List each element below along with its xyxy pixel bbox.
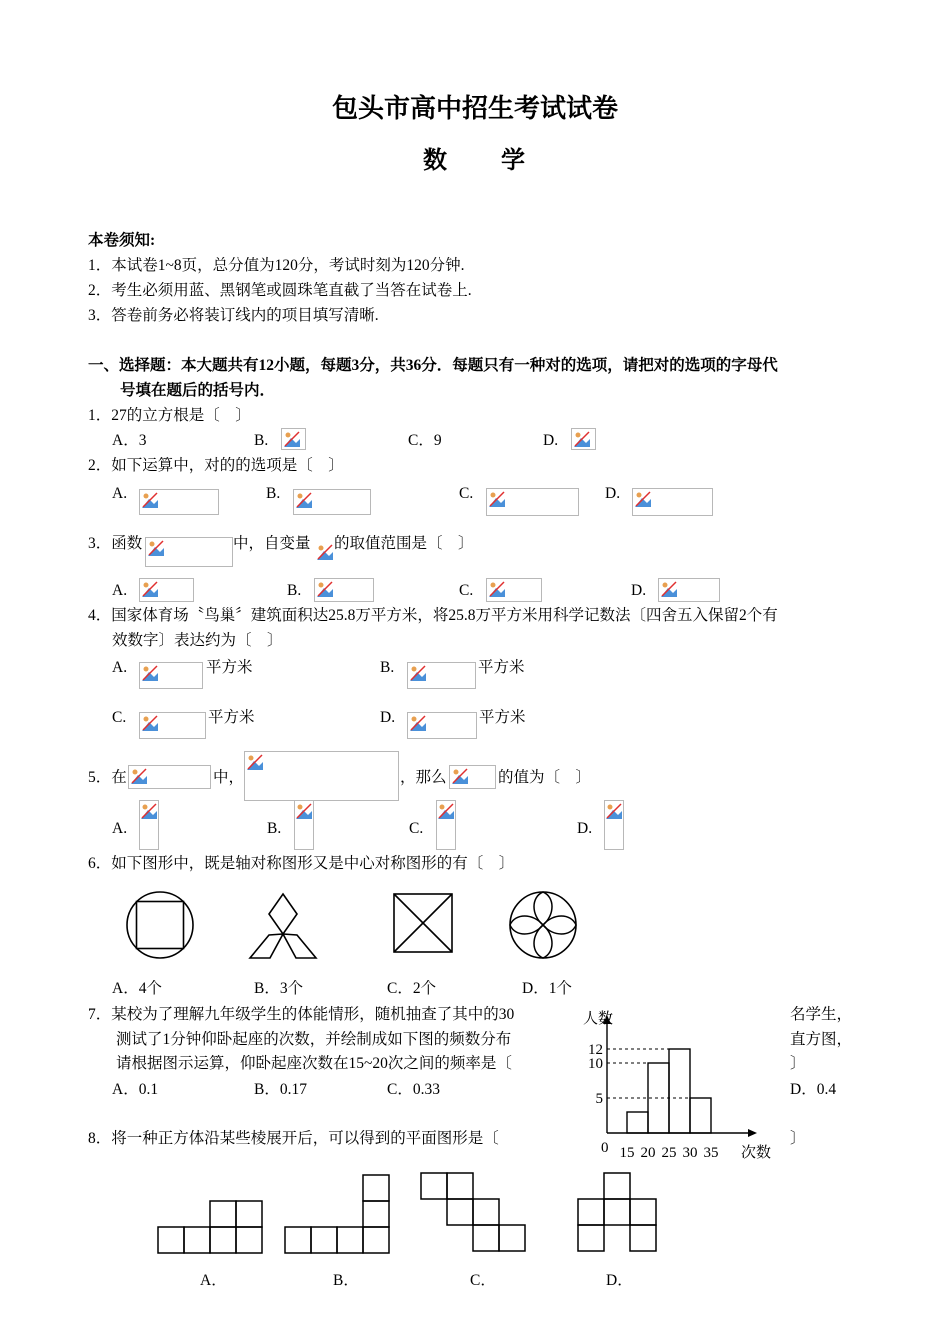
formula-image <box>293 489 371 515</box>
q3-option-b: B. <box>287 582 302 599</box>
q7-stem-right: 名学生， <box>790 1006 853 1023</box>
q7-stem-cont: 请根据图示运算，仰卧起座次数在15~20次之间的频率是〔 <box>116 1055 512 1072</box>
q8-option-d: D． <box>606 1272 633 1289</box>
image-placeholder-icon <box>130 767 148 785</box>
q7-option-c: C．0.33 <box>387 1081 440 1098</box>
q1-stem: 1．27的立方根是〔 〕 <box>88 407 251 424</box>
page-title: 包头市高中招生考试试卷 <box>331 94 618 124</box>
q5-option-a: A. <box>112 820 128 837</box>
image-placeholder-icon <box>283 430 301 448</box>
q1-option-b: B. <box>254 432 269 449</box>
q4-option-d: D. <box>380 709 396 726</box>
q4-option-b: B. <box>380 659 395 676</box>
formula-image <box>139 489 219 515</box>
formula-image <box>139 662 203 689</box>
figure-square-diagonals <box>388 888 460 960</box>
q5-stem-part1: 5．在 <box>88 769 127 786</box>
q3-stem-part3: 的取值范围是〔 〕 <box>334 535 474 552</box>
q5-stem-part4: 的值为〔 〕 <box>498 769 592 786</box>
q7-stem: 7．某校为了理解九年级学生的体能情形，随机抽查了其中的30 <box>88 1006 515 1023</box>
q1-option-d: D. <box>543 432 559 449</box>
q3-option-c: C. <box>459 582 474 599</box>
image-placeholder-icon <box>246 753 264 771</box>
q8-stem: 8．将一种正方体沿某些棱展开后，可以得到的平面图形是〔 <box>88 1130 499 1147</box>
q3-option-d: D. <box>631 582 647 599</box>
q6-stem: 6．如下图形中，既是轴对称图形又是中心对称图形的有〔 〕 <box>88 855 515 872</box>
q4-option-a: A. <box>112 659 128 676</box>
q8-option-a: A． <box>200 1272 227 1289</box>
notice-item: 3．答卷前务必将装订线内的项目填写清晰. <box>88 307 379 324</box>
net-option-a <box>150 1195 275 1260</box>
x-tick-label: 30 <box>682 1145 698 1161</box>
formula-image <box>632 488 713 516</box>
image-placeholder-icon <box>316 580 334 598</box>
q4-unit: 平方米 <box>206 659 253 676</box>
formula-image <box>486 488 579 516</box>
q2-option-c: C. <box>459 485 474 502</box>
y-tick-label: 10 <box>588 1056 603 1072</box>
net-option-d <box>571 1168 666 1258</box>
figure-circle-square <box>120 885 200 965</box>
figure-circle-petals <box>503 885 583 965</box>
section-heading: 一、选择题：本大题共有12小题，每题3分，共36分．每题只有一种对的选项，请把对的选项的字母代 <box>88 357 778 374</box>
formula-image <box>486 578 542 602</box>
section-heading-cont: 号填在题后的括号内． <box>120 382 276 399</box>
subject-title: 数 学 <box>423 146 527 174</box>
q5-option-b: B. <box>267 820 282 837</box>
image-placeholder-icon <box>451 767 469 785</box>
x-tick-label: 20 <box>640 1145 656 1161</box>
q2-option-a: A. <box>112 485 128 502</box>
q4-unit: 平方米 <box>208 709 255 726</box>
q2-stem: 2．如下运算中，对的的选项是〔 〕 <box>88 457 344 474</box>
formula-image <box>407 712 477 739</box>
formula-image <box>139 578 194 602</box>
q2-option-b: B. <box>266 485 281 502</box>
q6-option-c: C．2个 <box>387 980 437 997</box>
q7-stem-cont-right: 〕 <box>790 1055 806 1072</box>
image-placeholder-icon <box>141 664 159 682</box>
image-placeholder-icon <box>488 490 506 508</box>
formula-image <box>316 543 334 561</box>
q6-option-b: B．3个 <box>254 980 304 997</box>
image-placeholder-icon <box>634 490 652 508</box>
y-tick-label: 5 <box>595 1091 603 1107</box>
x-axis-label: 次数 <box>741 1145 772 1161</box>
notice-item: 1．本试卷1~8页，总分值为120分，考试时刻为120分钟. <box>88 257 465 274</box>
q8-stem-close: 〕 <box>790 1130 806 1147</box>
histogram-bar <box>627 1112 648 1133</box>
q4-unit: 平方米 <box>478 659 525 676</box>
formula-image <box>128 765 211 789</box>
formula-image <box>658 578 720 602</box>
formula-image <box>281 428 306 450</box>
q1-option-a: A．3 <box>112 432 147 449</box>
q5-option-d: D. <box>577 820 593 837</box>
formula-image <box>145 537 233 567</box>
image-placeholder-icon <box>573 430 591 448</box>
x-axis-arrow <box>748 1129 757 1137</box>
formula-image <box>449 765 496 789</box>
formula-image <box>244 751 399 801</box>
image-placeholder-icon <box>141 580 159 598</box>
q7-option-d: D．0.4 <box>790 1081 837 1098</box>
q3-stem-part2: 中，自变量 <box>233 535 311 552</box>
x-tick-label: 15 <box>619 1145 635 1161</box>
formula-image <box>571 428 596 450</box>
q4-stem-cont: 效数字〕表达约为〔 〕 <box>112 632 283 649</box>
q3-stem-part1: 3．函数 <box>88 535 143 552</box>
image-placeholder-icon <box>437 802 455 820</box>
q3-option-a: A. <box>112 582 128 599</box>
image-placeholder-icon <box>409 714 427 732</box>
q7-stem-cont-right: 直方图， <box>790 1031 853 1048</box>
image-placeholder-icon <box>295 802 313 820</box>
q2-option-d: D. <box>605 485 621 502</box>
formula-image <box>139 712 206 739</box>
q1-option-c: C．9 <box>408 432 442 449</box>
q8-option-b: B． <box>333 1272 359 1289</box>
q4-stem: 4．国家体育场〝鸟巢〞建筑面积达25.8万平方米，将25.8万平方米用科学记数法〔四舍五入保留2个有 <box>88 607 778 624</box>
formula-image <box>407 662 476 689</box>
formula-image <box>294 800 314 850</box>
histogram-bar <box>690 1098 711 1133</box>
q7-stem-cont: 测试了1分钟仰卧起座的次数，并绘制成如下图的频数分布 <box>116 1031 512 1048</box>
x-tick-label: 25 <box>661 1145 677 1161</box>
q5-option-c: C. <box>409 820 424 837</box>
q8-option-c: C． <box>470 1272 496 1289</box>
image-placeholder-icon <box>605 802 623 820</box>
net-option-c <box>414 1167 539 1257</box>
image-placeholder-icon <box>488 580 506 598</box>
q6-option-d: D．1个 <box>522 980 572 997</box>
q7-option-a: A．0.1 <box>112 1081 159 1098</box>
notice-heading: 本卷须知: <box>88 232 156 249</box>
q4-option-c: C. <box>112 709 127 726</box>
net-option-b <box>278 1170 403 1260</box>
formula-image <box>314 578 374 602</box>
q5-stem-part2: 中， <box>213 769 245 786</box>
image-placeholder-icon <box>409 664 427 682</box>
image-placeholder-icon <box>295 491 313 509</box>
image-placeholder-icon <box>141 714 159 732</box>
image-placeholder-icon <box>141 491 159 509</box>
image-placeholder-icon <box>147 539 165 557</box>
formula-image <box>604 800 624 850</box>
q6-option-a: A．4个 <box>112 980 162 997</box>
image-placeholder-icon <box>140 802 158 820</box>
histogram-chart <box>575 1005 785 1165</box>
q7-option-b: B．0.17 <box>254 1081 307 1098</box>
formula-image <box>139 800 159 850</box>
image-placeholder-icon <box>660 580 678 598</box>
figure-three-rhombi <box>245 890 325 965</box>
q5-stem-part3: ，那么 <box>400 769 447 786</box>
notice-item: 2．考生必须用蓝、黑钢笔或圆珠笔直截了当答在试卷上. <box>88 282 472 299</box>
y-axis-label: 人数 <box>583 1011 614 1027</box>
origin-label: 0 <box>601 1140 609 1156</box>
image-placeholder-icon <box>316 543 334 561</box>
histogram-bar <box>669 1049 690 1133</box>
formula-image <box>436 800 456 850</box>
y-tick-label: 12 <box>588 1042 603 1058</box>
q4-unit: 平方米 <box>479 709 526 726</box>
x-tick-label: 35 <box>703 1145 719 1161</box>
